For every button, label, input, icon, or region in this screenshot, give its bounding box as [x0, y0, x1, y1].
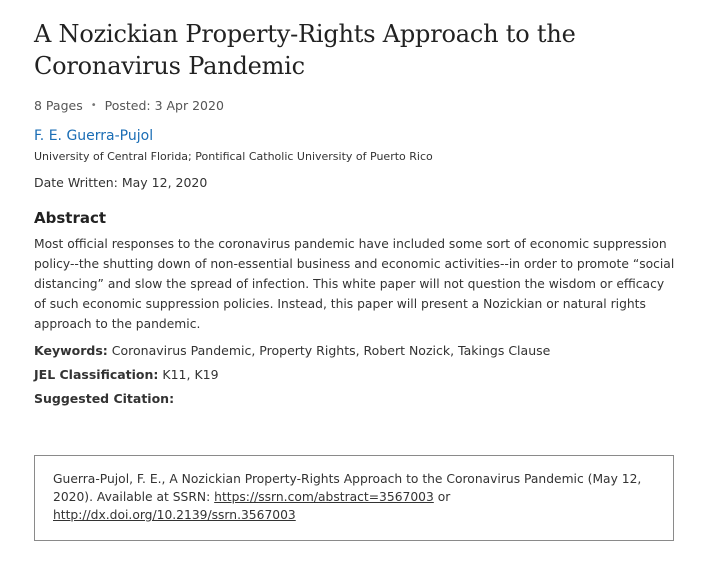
citation-box — [34, 455, 674, 541]
keywords-label: Keywords: — [34, 343, 108, 358]
page-count: 8 Pages — [34, 97, 83, 113]
jel-row — [34, 367, 684, 382]
citation-or: or — [433, 490, 451, 504]
paper-title: A Nozickian Property-Rights Approach to the Coronavirus Pandemic — [34, 20, 576, 80]
paper-page — [34, 18, 684, 522]
date-written: Date Written: May 12, 2020 — [34, 175, 208, 190]
citation-label-row — [34, 391, 684, 406]
keywords-row — [34, 343, 684, 358]
ssrn-link[interactable]: https://ssrn.com/abstract=3567003 — [214, 490, 434, 504]
author-affiliation: University of Central Florida; Pontifical Catholic University of Puerto Rico — [34, 150, 433, 163]
separator-dot: • — [90, 99, 97, 111]
jel-label: JEL Classification: — [34, 367, 159, 382]
keywords-value: Coronavirus Pandemic, Property Rights, Robert Nozick, Takings Clause — [111, 343, 551, 358]
posted-date: Posted: 3 Apr 2020 — [104, 97, 224, 113]
citation-text: Guerra-Pujol, F. E., A Nozickian Property-Rights Approach to the Coronavirus Pandemic (May 12, 2020). Available at SSRN: — [53, 472, 642, 504]
jel-value: K11, K19 — [162, 367, 219, 382]
citation-label: Suggested Citation: — [34, 391, 175, 406]
abstract-heading: Abstract — [34, 209, 107, 227]
doi-link[interactable]: http://dx.doi.org/10.2139/ssrn.3567003 — [53, 508, 296, 522]
paper-meta — [34, 96, 684, 114]
abstract-text: Most official responses to the coronavirus pandemic have included some sort of economic suppression policy--the shutting down of non-essential business and economic activities--in order to promote “social distancing” and slow the spread of infection. This white paper will not question the wisdom or efficacy of such economic suppression policies. Instead, this paper will present a Nozickian or natural rights approach to the pandemic. — [34, 237, 675, 331]
author-link[interactable]: F. E. Guerra-Pujol — [34, 128, 154, 144]
